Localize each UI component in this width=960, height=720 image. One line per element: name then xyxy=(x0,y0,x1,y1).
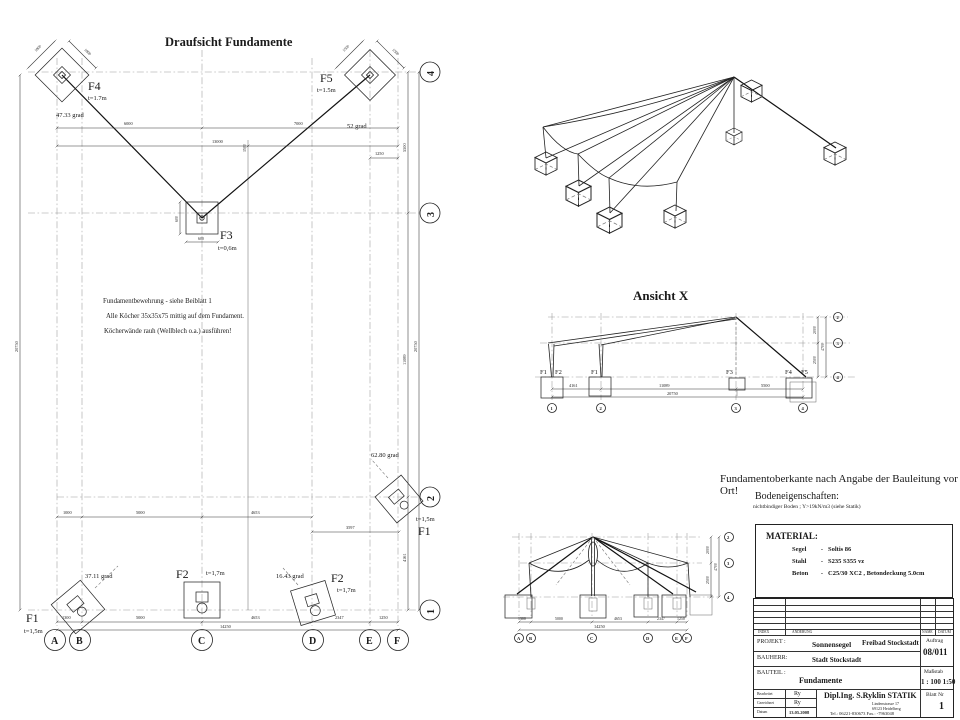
svg-text:20750: 20750 xyxy=(14,341,19,352)
svg-text:62.80 grad: 62.80 grad xyxy=(371,452,399,459)
svg-text:F2: F2 xyxy=(331,571,344,585)
svg-text:1800: 1800 xyxy=(33,44,43,53)
svg-text:4653: 4653 xyxy=(251,510,260,515)
isometric-view xyxy=(535,77,846,233)
svg-text:3597: 3597 xyxy=(346,525,355,530)
svg-text:4: 4 xyxy=(836,375,839,380)
svg-text:B: B xyxy=(529,636,533,641)
svg-text:7000: 7000 xyxy=(294,121,303,126)
svg-text:t=1,7m: t=1,7m xyxy=(206,570,225,577)
material-row-segel: Segel - Soltis 86 xyxy=(792,546,852,553)
svg-text:11089: 11089 xyxy=(402,354,407,365)
svg-text:2347: 2347 xyxy=(335,615,344,620)
svg-text:1000: 1000 xyxy=(63,510,72,515)
rev-header-name: NAME xyxy=(922,629,933,634)
svg-text:4700: 4700 xyxy=(714,563,718,571)
svg-text:Alle Köcher 35x35x75 mittig au: Alle Köcher 35x35x75 mittig auf dem Fundament. xyxy=(106,313,244,320)
firma-name: Dipl.Ing. S.Ryklin STATIK xyxy=(824,691,917,700)
svg-text:2: 2 xyxy=(836,315,839,320)
svg-text:2000: 2000 xyxy=(813,326,817,334)
bauherr-value: Stadt Stockstadt xyxy=(812,656,862,664)
gezeichnet-value: Ry xyxy=(794,699,801,706)
svg-text:3: 3 xyxy=(727,561,730,566)
svg-text:t=1.5m: t=1.5m xyxy=(317,87,336,94)
ansicht-x-title: Ansicht X xyxy=(633,288,689,303)
svg-text:20750: 20750 xyxy=(667,391,678,396)
svg-text:C: C xyxy=(198,636,206,647)
svg-text:52 grad: 52 grad xyxy=(347,123,367,130)
svg-text:14250: 14250 xyxy=(594,624,605,629)
svg-text:4161: 4161 xyxy=(402,553,407,562)
svg-text:Fundamentbewehrung - siehe Be: Fundamentbewehrung - siehe Beiblatt 1 xyxy=(103,298,212,305)
svg-text:2: 2 xyxy=(426,496,437,501)
auftrag-number: 08/011 xyxy=(923,647,948,657)
massstab-value: 1 : 100 1:50 xyxy=(921,678,956,686)
bauherr-label: BAUHERR: xyxy=(757,655,788,661)
svg-text:t=1,5m: t=1,5m xyxy=(416,516,435,523)
svg-text:1250: 1250 xyxy=(677,617,685,621)
gezeichnet-label: Gezeichnet xyxy=(757,700,775,705)
material-title: MATERIAL: xyxy=(766,531,818,541)
svg-text:A: A xyxy=(51,636,59,647)
bearbeitet-label: Bearbeitet xyxy=(757,691,773,696)
ansicht-y-bubbles xyxy=(515,533,734,643)
svg-text:E: E xyxy=(366,636,373,647)
foundation-f2-c xyxy=(176,567,225,618)
ansicht-x-bubbles xyxy=(548,313,843,413)
svg-text:F5: F5 xyxy=(320,71,333,85)
material-box xyxy=(755,524,953,598)
firma-addr1: Lindenstrasse 17 xyxy=(872,701,899,706)
svg-text:2500: 2500 xyxy=(813,356,817,364)
svg-text:t=1,7m: t=1,7m xyxy=(337,587,356,594)
svg-text:3: 3 xyxy=(734,406,737,411)
svg-text:F4: F4 xyxy=(88,79,101,93)
iso-cables xyxy=(543,77,836,213)
svg-text:4: 4 xyxy=(426,71,437,76)
svg-text:5000: 5000 xyxy=(136,510,145,515)
svg-text:4653: 4653 xyxy=(614,617,622,621)
svg-text:1250: 1250 xyxy=(379,615,388,620)
projekt-name: Sonnensegel xyxy=(812,640,852,649)
plan-cables xyxy=(62,75,370,218)
svg-text:4700: 4700 xyxy=(821,343,825,351)
svg-text:14250: 14250 xyxy=(220,624,231,629)
svg-text:F1: F1 xyxy=(418,524,431,538)
ansicht-x-view xyxy=(535,288,855,413)
foundation-f3 xyxy=(175,202,237,252)
svg-text:F4: F4 xyxy=(785,369,792,376)
svg-text:4: 4 xyxy=(801,406,804,411)
svg-text:F1: F1 xyxy=(540,369,547,376)
foundation-f1-bottom xyxy=(24,566,118,635)
svg-text:F2: F2 xyxy=(555,369,562,376)
firma-tel: Tel.: 06221-830673 Fax.: -7963048 xyxy=(830,710,895,716)
svg-text:3: 3 xyxy=(836,341,839,346)
svg-text:600: 600 xyxy=(198,237,204,241)
svg-text:600: 600 xyxy=(175,216,179,222)
svg-text:F5: F5 xyxy=(801,369,808,376)
iso-posts xyxy=(543,127,677,213)
foundation-f2-d xyxy=(276,568,356,625)
svg-text:2: 2 xyxy=(727,535,730,540)
firma-addr2: 69123 Heidelberg xyxy=(872,706,901,711)
svg-text:1: 1 xyxy=(426,609,437,614)
svg-text:F: F xyxy=(394,636,401,647)
svg-text:4: 4 xyxy=(727,595,730,600)
svg-text:2500: 2500 xyxy=(706,576,710,584)
svg-text:Köcherwände rauh (Wellblech o.: Köcherwände rauh (Wellblech o.a.) ausführen! xyxy=(104,328,232,335)
svg-text:F1: F1 xyxy=(591,369,598,376)
svg-text:B: B xyxy=(76,636,83,647)
bauteil-label: BAUTEIL : xyxy=(757,670,786,676)
auftrag-label: Auftrag xyxy=(926,638,944,644)
svg-text:1500: 1500 xyxy=(243,144,247,152)
svg-text:5500: 5500 xyxy=(402,143,407,152)
svg-text:A: A xyxy=(517,636,521,641)
svg-text:F3: F3 xyxy=(220,228,233,242)
ansicht-y-structure xyxy=(505,537,712,618)
svg-text:13000: 13000 xyxy=(212,139,223,144)
svg-text:E: E xyxy=(675,636,679,641)
svg-text:2347: 2347 xyxy=(657,617,665,621)
svg-text:1500: 1500 xyxy=(341,44,351,53)
svg-text:5000: 5000 xyxy=(555,617,563,621)
svg-text:2: 2 xyxy=(599,406,602,411)
svg-text:F2: F2 xyxy=(176,567,189,581)
svg-text:5500: 5500 xyxy=(761,383,770,388)
plan-view xyxy=(14,35,440,651)
svg-text:3: 3 xyxy=(426,212,437,217)
projekt-location: Freibad Stockstadt xyxy=(862,639,919,647)
svg-text:D: D xyxy=(309,636,317,647)
svg-text:1300: 1300 xyxy=(518,617,526,621)
svg-text:C: C xyxy=(590,636,594,641)
svg-text:20750: 20750 xyxy=(413,341,418,352)
svg-text:1: 1 xyxy=(550,406,553,411)
note-fundamentoberkante: Fundamentoberkante nach Angabe der Bauleitung vor Ort! xyxy=(720,473,958,497)
foundation-f1-right xyxy=(371,452,435,538)
svg-text:t=0,6m: t=0,6m xyxy=(218,245,237,252)
massstab-label: Maßstab xyxy=(924,669,943,675)
svg-text:4161: 4161 xyxy=(569,383,578,388)
blatt-label: Blatt Nr xyxy=(926,692,944,698)
svg-text:1250: 1250 xyxy=(375,151,384,156)
blatt-number: 1 xyxy=(939,701,944,712)
svg-text:47.33 grad: 47.33 grad xyxy=(56,112,84,119)
plan-notes xyxy=(103,298,244,335)
material-row-beton: Beton - C25/30 XC2 , Betondeckung 5.0cm xyxy=(792,570,925,577)
title-block xyxy=(753,598,954,718)
plan-dimensions xyxy=(14,72,419,630)
bauteil-value: Fundamente xyxy=(799,676,843,685)
note-boden-detail: nichtbindiger Boden ; Y>19kN/m3 (siehe Statik) xyxy=(753,504,861,510)
svg-text:1500: 1500 xyxy=(391,47,400,57)
svg-text:1300: 1300 xyxy=(62,615,71,620)
material-row-stahl: Stahl - S235 S355 vz xyxy=(792,558,865,565)
datum-value: 13.05.2008 xyxy=(789,709,810,715)
svg-text:F1: F1 xyxy=(26,611,39,625)
rev-header-datum: DATUM xyxy=(938,629,951,634)
projekt-label: PROJEKT : xyxy=(757,639,786,645)
ansicht-y-view xyxy=(503,533,734,643)
bearbeitet-value: Ry xyxy=(794,690,801,697)
plan-title: Draufsicht Fundamente xyxy=(165,35,293,49)
svg-text:4653: 4653 xyxy=(251,615,260,620)
ansicht-x-labels xyxy=(540,369,808,376)
svg-text:6000: 6000 xyxy=(124,121,133,126)
svg-text:t=1.7m: t=1.7m xyxy=(88,95,107,102)
datum-label: Datum xyxy=(757,710,768,714)
rev-header-index: INDEX xyxy=(758,629,770,634)
ansicht-x-dimensions xyxy=(552,317,826,397)
svg-text:F: F xyxy=(685,636,688,641)
svg-text:2000: 2000 xyxy=(706,546,710,554)
svg-text:t=1,5m: t=1,5m xyxy=(24,628,43,635)
svg-text:16.43 grad: 16.43 grad xyxy=(276,573,304,580)
svg-text:5000: 5000 xyxy=(136,615,145,620)
note-bodeneigenschaften: Bodeneigenschaften: xyxy=(755,491,839,502)
rev-header-aenderung: ÄNDERUNG xyxy=(792,629,813,634)
svg-text:11089: 11089 xyxy=(659,383,670,388)
svg-text:D: D xyxy=(646,636,650,641)
foundation-f5 xyxy=(317,41,404,130)
svg-text:1800: 1800 xyxy=(83,47,92,57)
svg-text:F3: F3 xyxy=(726,369,733,376)
svg-text:37.11 grad: 37.11 grad xyxy=(85,573,113,580)
